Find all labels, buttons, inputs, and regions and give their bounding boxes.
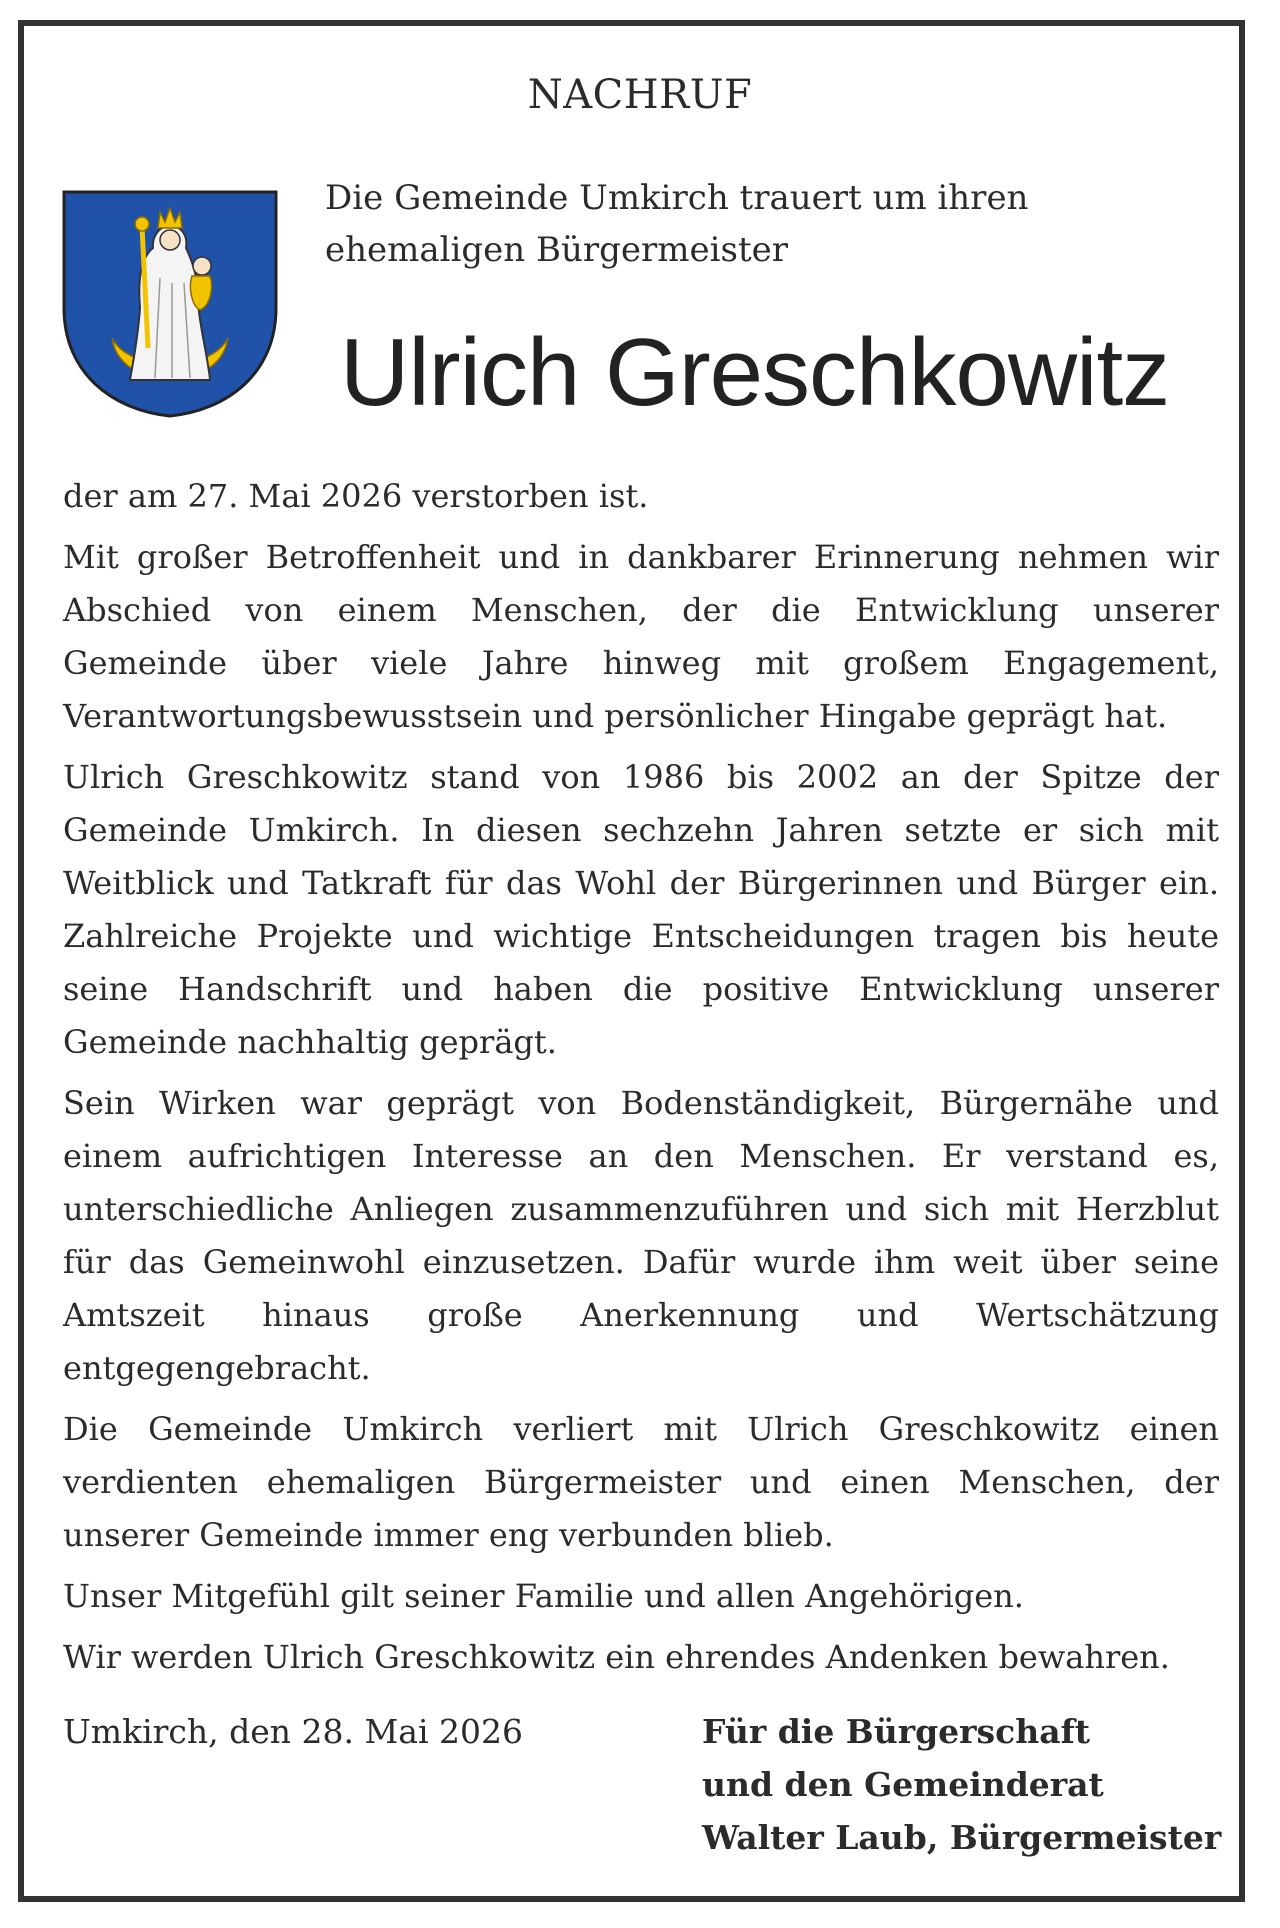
- signature-block: [702, 1705, 1221, 1864]
- paragraph: Die Gemeinde Umkirch verliert mit Ulrich Greschkowitz einen verdienten ehemaligen Bürgermeister und einen Menschen, der unserer Gemeinde immer eng verbunden blieb.: [63, 1410, 1219, 1554]
- place-date: Umkirch, den 28. Mai 2026: [63, 1712, 524, 1751]
- paragraph: Wir werden Ulrich Greschkowitz ein ehrendes Andenken bewahren.: [63, 1638, 1170, 1676]
- umkirch-coat-of-arms-icon: [60, 188, 280, 420]
- paragraph: Unser Mitgefühl gilt seiner Familie und allen Angehörigen.: [63, 1577, 1024, 1615]
- intro-text: Die Gemeinde Umkirch trauert um ihren ehemaligen Bürgermeister: [325, 178, 1029, 270]
- paragraph: Ulrich Greschkowitz stand von 1986 bis 2002 an der Spitze der Gemeinde Umkirch. In diesen sechzehn Jahren setzte er sich mit Weitblick und Tatkraft für das Wohl der Bürgerinnen und Bürger ein. Zahlreiche Projekte und wichtige Entscheidungen tragen bis heute seine Handschrift und haben die positive Entwicklung unserer Gemeinde nachhaltig geprägt.: [63, 758, 1219, 1061]
- paragraph: Sein Wirken war geprägt von Bodenständigkeit, Bürgernähe und einem aufrichtigen Interesse an den Menschen. Er verstand es, unterschiedliche Anliegen zusammenzuführen und sich mit Herzblut für das Gemeinwohl einzusetzen. Dafür wurde ihm weit über seine Amtszeit hinaus große Anerkennung und Wertschätzung entgegengebracht.: [63, 1084, 1219, 1387]
- deceased-name: Ulrich Greschkowitz: [340, 319, 1170, 426]
- signature-line: Walter Laub, Bürgermeister: [702, 1818, 1222, 1857]
- page-title: NACHRUF: [527, 72, 753, 118]
- paragraph: Mit großer Betroffenheit und in dankbarer Erinnerung nehmen wir Abschied von einem Menschen, der die Entwicklung unserer Gemeinde über viele Jahre hinweg mit großem Engagement, Verantwortungsbewusstsein und persönlicher Hingabe geprägt hat.: [63, 538, 1219, 735]
- signature-line: Für die Bürgerschaft: [702, 1712, 1091, 1751]
- signature-line: und den Gemeinderat: [702, 1765, 1104, 1804]
- obituary-body: [63, 470, 1219, 1692]
- paragraph: der am 27. Mai 2026 verstorben ist.: [63, 477, 649, 515]
